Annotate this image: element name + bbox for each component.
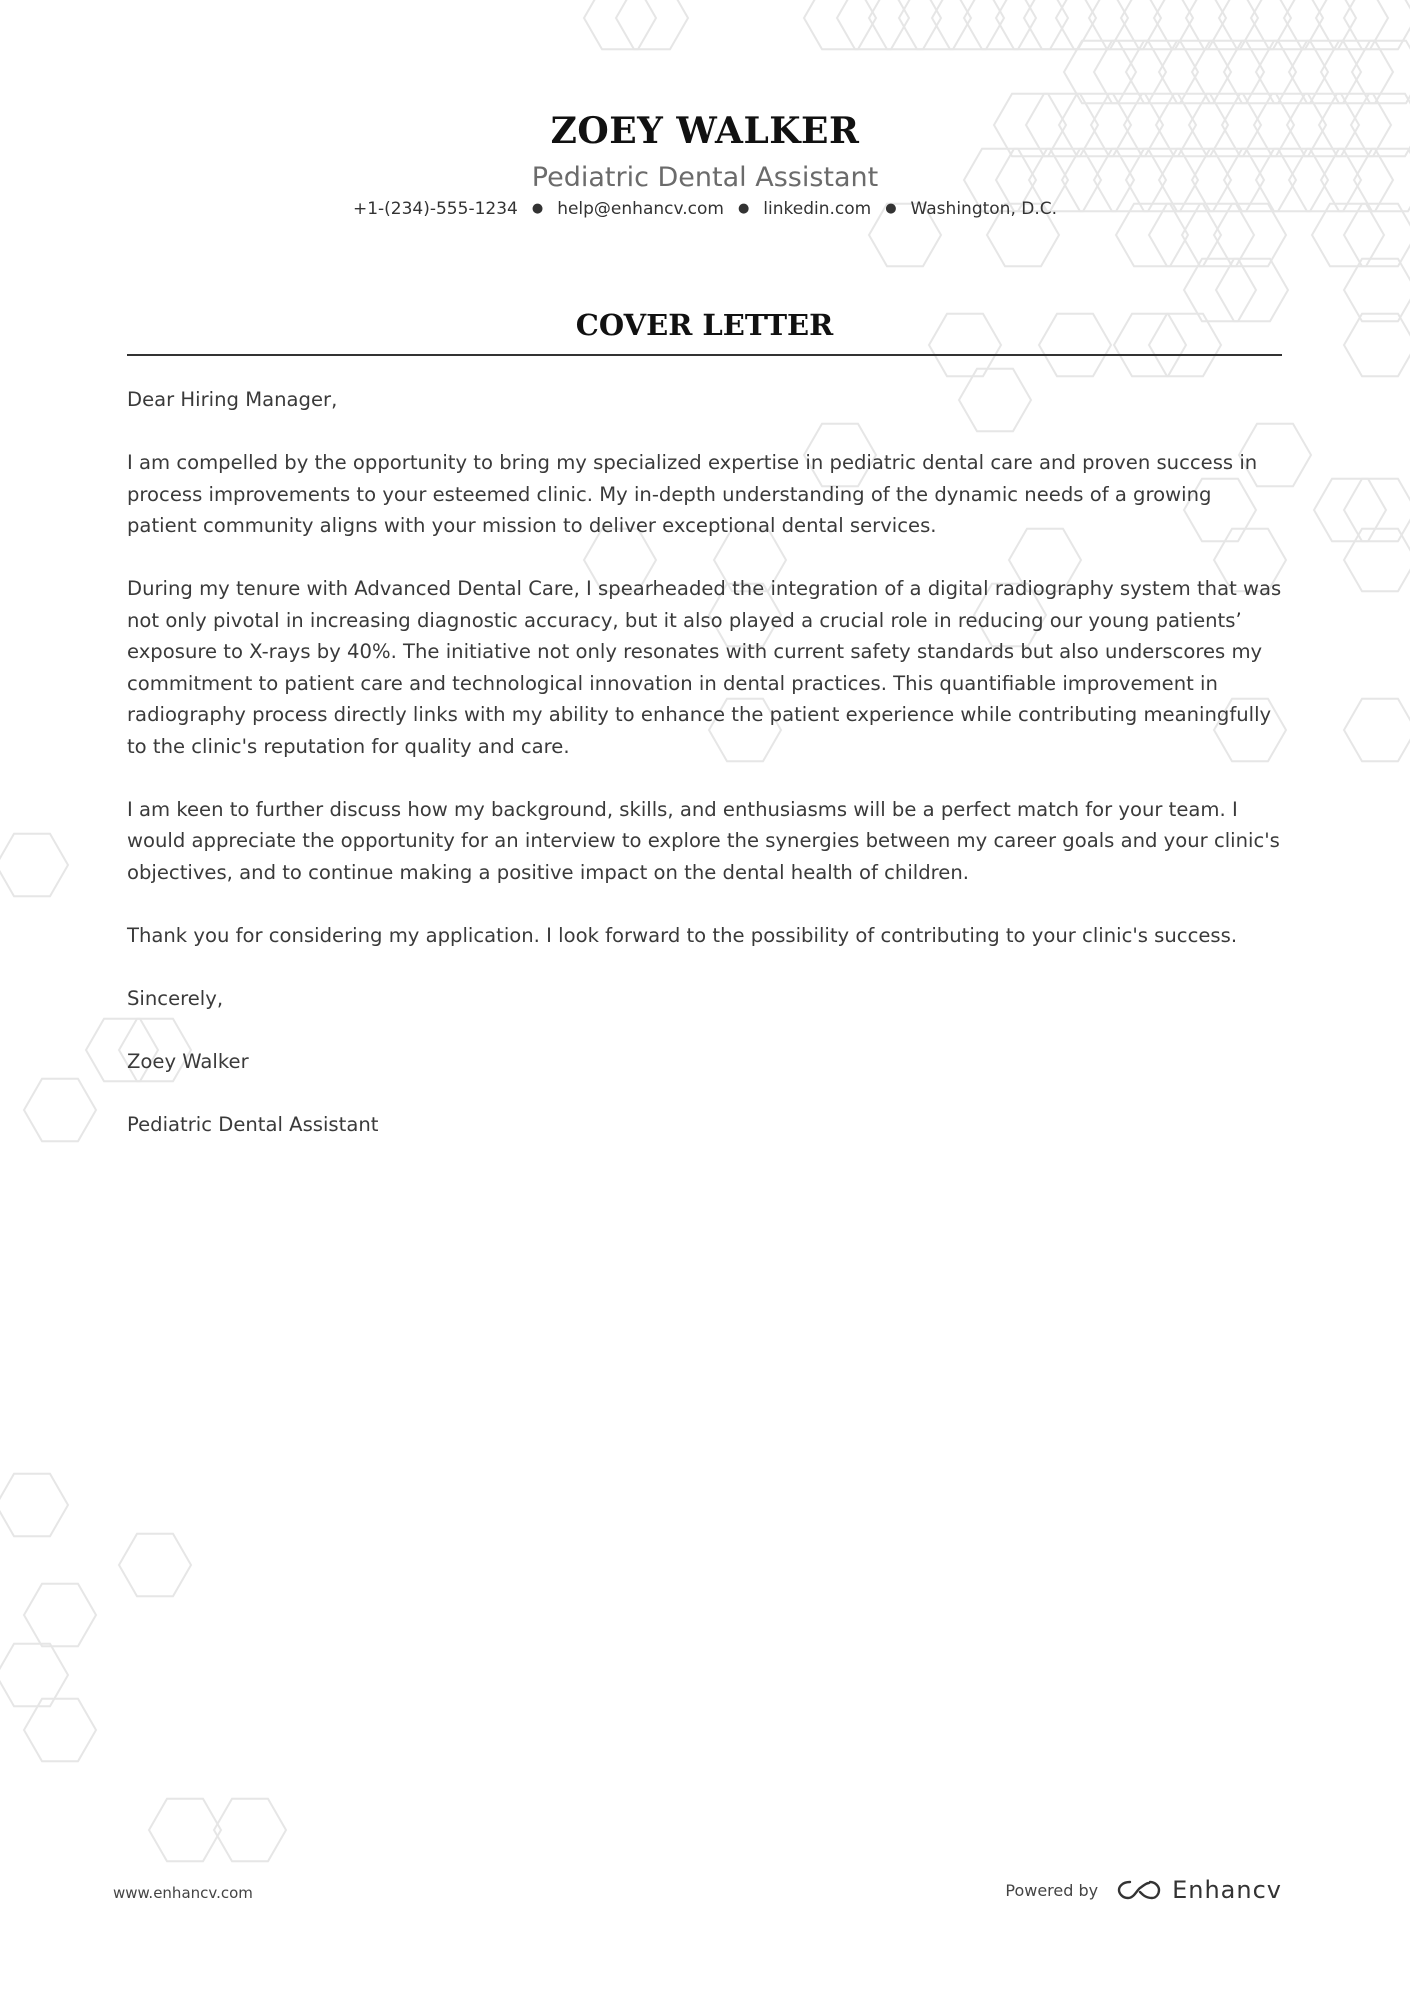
- contact-linkedin: linkedin.com: [763, 199, 872, 219]
- bullet-separator: ●: [885, 201, 897, 216]
- powered-by-label: Powered by: [1005, 1880, 1099, 1900]
- hexagon-shape: [214, 1799, 286, 1861]
- brand-name: Enhancv: [1172, 1876, 1282, 1904]
- contact-line: [0, 198, 1410, 220]
- hexagon-shape: [119, 1534, 191, 1596]
- section-title: COVER LETTER: [575, 308, 834, 342]
- letter-paragraph: I am keen to further discuss how my background, skills, and enthusiasms will be a perfect match for your team. I would appreciate the opportunity for an interview to explore the synergies between my career goals and your clinic's objectives, and to continue making a positive impact on the dental health of children.: [127, 797, 1280, 884]
- applicant-name: ZOEY WALKER: [550, 110, 860, 152]
- hexagon-shape: [0, 1644, 68, 1706]
- hexagon-shape: [149, 1799, 221, 1861]
- enhancv-logo-icon: [1116, 1878, 1162, 1902]
- footer-website: www.enhancv.com: [113, 1884, 253, 1902]
- hexagon-shape: [24, 1079, 96, 1141]
- bullet-separator: ●: [531, 201, 544, 216]
- hexagon-shape: [1344, 259, 1410, 321]
- bullet-separator: ●: [737, 201, 750, 216]
- applicant-title: Pediatric Dental Assistant: [531, 162, 879, 193]
- brand-logo: [1116, 1876, 1282, 1904]
- hexagon-shape: [0, 1474, 68, 1536]
- signature-name: Zoey Walker: [127, 1049, 249, 1073]
- hexagon-shape: [0, 834, 68, 896]
- letter-paragraph: During my tenure with Advanced Dental Care, I spearheaded the integration of a digital radiography system that was not only pivotal in increasing diagnostic accuracy, but it also played a crucial role in reducing our young patients’ exposure to X-rays by 40%. The initiative not only resonates with current safety standards but also underscores my commitment to patient care and technological innovation in dental practices. This quantifiable improvement in radiography process directly links with my ability to enhance the patient experience while contributing meaningfully to the clinic's reputation for quality and care.: [127, 577, 1282, 758]
- letter-paragraph: Thank you for considering my application. I look forward to the possibility of contributing to your clinic's success.: [127, 923, 1238, 947]
- letter-body: [127, 384, 1287, 1172]
- hexagon-shape: [24, 1699, 96, 1761]
- contact-phone: +1-(234)-555-1234: [352, 199, 518, 219]
- hexagon-shape: [1314, 479, 1386, 541]
- hexagon-shape: [24, 1584, 96, 1646]
- hexagon-shape: [1344, 314, 1410, 376]
- contact-location: Washington, D.C.: [910, 199, 1058, 219]
- hexagon-shape: [1344, 0, 1410, 49]
- hexagon-shape: [1344, 699, 1410, 761]
- signature-title: Pediatric Dental Assistant: [127, 1112, 379, 1136]
- salutation: Dear Hiring Manager,: [127, 388, 338, 411]
- powered-by-badge: [1005, 1876, 1282, 1904]
- letter-paragraph: I am compelled by the opportunity to bring my specialized expertise in pediatric dental care and proven success in process improvements to your esteemed clinic. My in-depth understanding of the dynamic needs of a growing patient community aligns with your mission to deliver exceptional dental services.: [127, 451, 1258, 537]
- section-divider: [127, 354, 1282, 356]
- contact-email: help@enhancv.com: [557, 199, 724, 219]
- closing: Sincerely,: [127, 986, 224, 1010]
